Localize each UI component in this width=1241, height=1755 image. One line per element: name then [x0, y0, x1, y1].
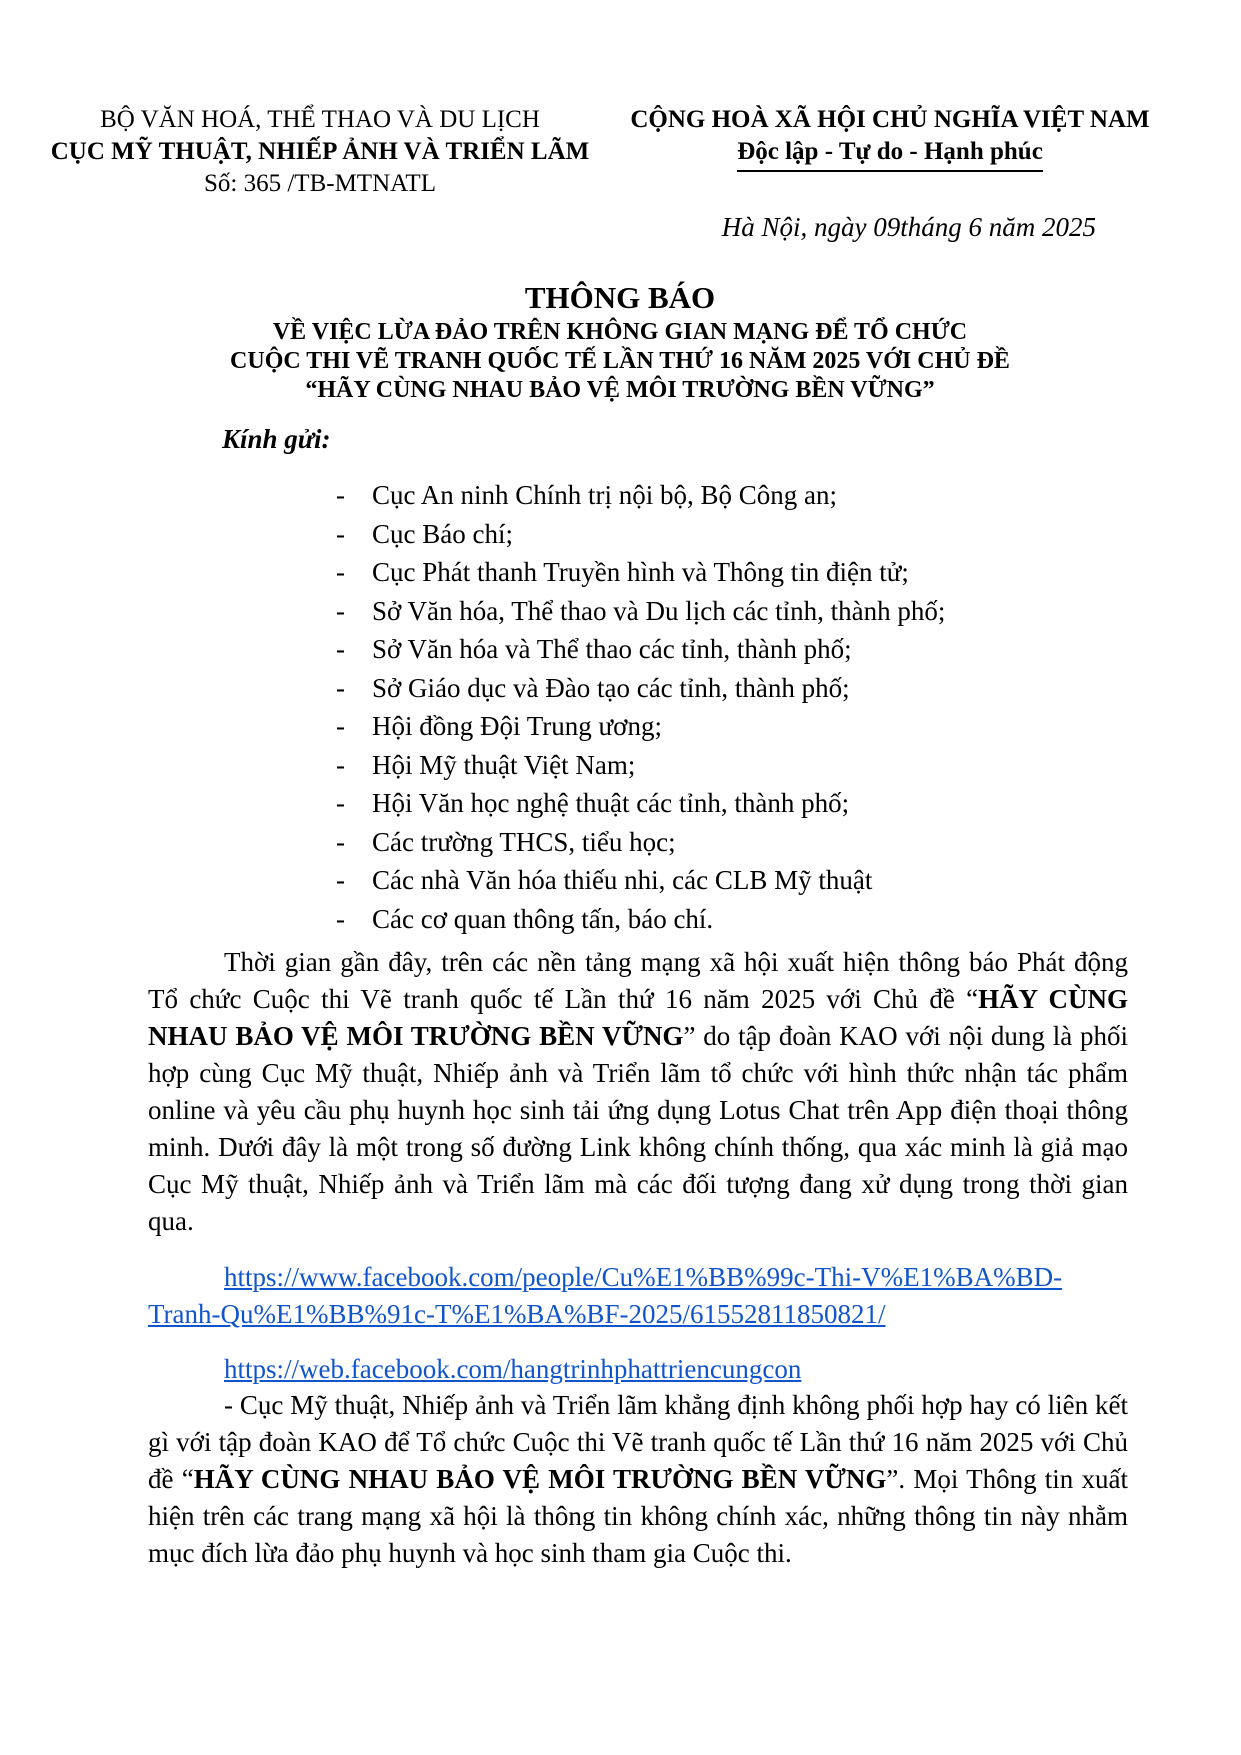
list-item: - Cục Phát thanh Truyền hình và Thông tin điện tử;	[336, 553, 1136, 592]
list-item: - Các nhà Văn hóa thiếu nhi, các CLB Mỹ thuật	[336, 861, 1136, 900]
list-item: - Cục An ninh Chính trị nội bộ, Bộ Công an;	[336, 476, 1136, 515]
issue-date: Hà Nội, ngày 09tháng 6 năm 2025	[721, 212, 1096, 242]
document-number: Số: 365 /TB-MTNATL	[204, 170, 436, 197]
list-item: - Hội đồng Đội Trung ương;	[336, 707, 1136, 746]
greeting: Kính gửi:	[222, 424, 331, 454]
dash-marker: -	[336, 749, 345, 780]
dash-marker: -	[336, 826, 345, 857]
country-name: CỘNG HOÀ XÃ HỘI CHỦ NGHĨA VIỆT NAM	[630, 106, 1150, 133]
fake-link-facebook-page[interactable]: https://web.facebook.com/hangtrinhphattriencungcon	[224, 1354, 802, 1384]
list-item: - Sở Văn hóa và Thể thao các tỉnh, thành phố;	[336, 630, 1136, 669]
title-main: THÔNG BÁO	[524, 280, 716, 315]
list-item: - Cục Báo chí;	[336, 515, 1136, 554]
list-item: - Các cơ quan thông tấn, báo chí.	[336, 900, 1136, 939]
dash-marker: -	[336, 788, 345, 818]
dash-marker: -	[336, 865, 345, 895]
document-title	[100, 278, 1140, 405]
dash-marker: -	[336, 480, 345, 510]
list-item: - Hội Văn học nghệ thuật các tỉnh, thành phố;	[336, 784, 1136, 823]
fake-links	[148, 1259, 1128, 1388]
dash-marker: -	[336, 595, 345, 626]
list-item: - Hội Mỹ thuật Việt Nam;	[336, 746, 1136, 785]
dash-marker: -	[336, 903, 345, 934]
dash-marker: -	[336, 711, 345, 741]
dash-marker: -	[336, 518, 345, 549]
dash-marker: -	[336, 634, 345, 664]
fake-link-facebook-people[interactable]: https://www.facebook.com/people/Cu%E1%BB%99c-Thi-V%E1%BA%BD-Tranh-Qu%E1%BB%91c-T%E1%BA%BF-2025/61552811850821/	[148, 1262, 1063, 1329]
title-line-3: “HÃY CÙNG NHAU BẢO VỆ MÔI TRƯỜNG BỀN VỮNG”	[305, 377, 935, 403]
dash-marker: -	[336, 672, 345, 703]
contest-theme: HÃY CÙNG NHAU BẢO VỆ MÔI TRƯỜNG BỀN VỮNG	[193, 1464, 887, 1494]
national-motto: Độc lập - Tự do - Hạnh phúc	[737, 136, 1043, 172]
contest-theme: HÃY CÙNG NHAU BẢO VỆ MÔI TRƯỜNG BỀN VỮNG	[148, 984, 1128, 1051]
title-line-2: CUỘC THI VẼ TRANH QUỐC TẾ LẦN THỨ 16 NĂM 2025 VỚI CHỦ ĐỀ	[230, 348, 1010, 374]
list-item: - Sở Văn hóa, Thể thao và Du lịch các tỉnh, thành phố;	[336, 592, 1136, 631]
body-paragraph-1: Thời gian gần đây, trên các nền tảng mạng xã hội xuất hiện thông báo Phát động Tổ chức Cuộc thi Vẽ tranh quốc tế Lần thứ 16 năm 2025 với Chủ đề “HÃY CÙNG NHAU BẢO VỆ MÔI TRƯỜNG BỀN VỮNG” do tập đoàn KAO với nội dung là phối hợp cùng Cục Mỹ thuật, Nhiếp ảnh và Triển lãm tổ chức với hình thức nhận tác phẩm online và yêu cầu phụ huynh học sinh tải ứng dụng Lotus Chat trên App điện thoại thông minh. Dưới đây là một trong số đường Link không chính thống, qua xác minh là giả mạo Cục Mỹ thuật, Nhiếp ảnh và Triển lãm mà các đối tượng đang xử dụng trong thời gian qua.	[148, 947, 1129, 1236]
list-item: - Sở Giáo dục và Đào tạo các tỉnh, thành phố;	[336, 669, 1136, 708]
list-item: - Các trường THCS, tiểu học;	[336, 823, 1136, 862]
body-paragraph-2: - Cục Mỹ thuật, Nhiếp ảnh và Triển lãm khẳng định không phối hợp hay có liên kết gì với tập đoàn KAO để Tổ chức Cuộc thi Vẽ tranh quốc tế Lần thứ 16 năm 2025 với Chủ đề “HÃY CÙNG NHAU BẢO VỆ MÔI TRƯỜNG BỀN VỮNG”. Mọi Thông tin xuất hiện trên các trang mạng xã hội là thông tin không chính xác, những thông tin này nhằm mục đích lừa đảo phụ huynh và học sinh tham gia Cuộc thi.	[148, 1390, 1128, 1568]
department-name: CỤC MỸ THUẬT, NHIẾP ẢNH VÀ TRIỂN LÃM	[50, 138, 590, 165]
recipient-list	[336, 476, 1136, 938]
ministry-name: BỘ VĂN HOÁ, THỂ THAO VÀ DU LỊCH	[100, 106, 540, 133]
dash-marker: -	[336, 557, 345, 587]
issuing-agency	[40, 104, 600, 200]
title-line-1: VỀ VIỆC LỪA ĐẢO TRÊN KHÔNG GIAN MẠNG ĐỂ TỔ CHỨC	[272, 319, 968, 345]
national-header	[610, 104, 1170, 172]
